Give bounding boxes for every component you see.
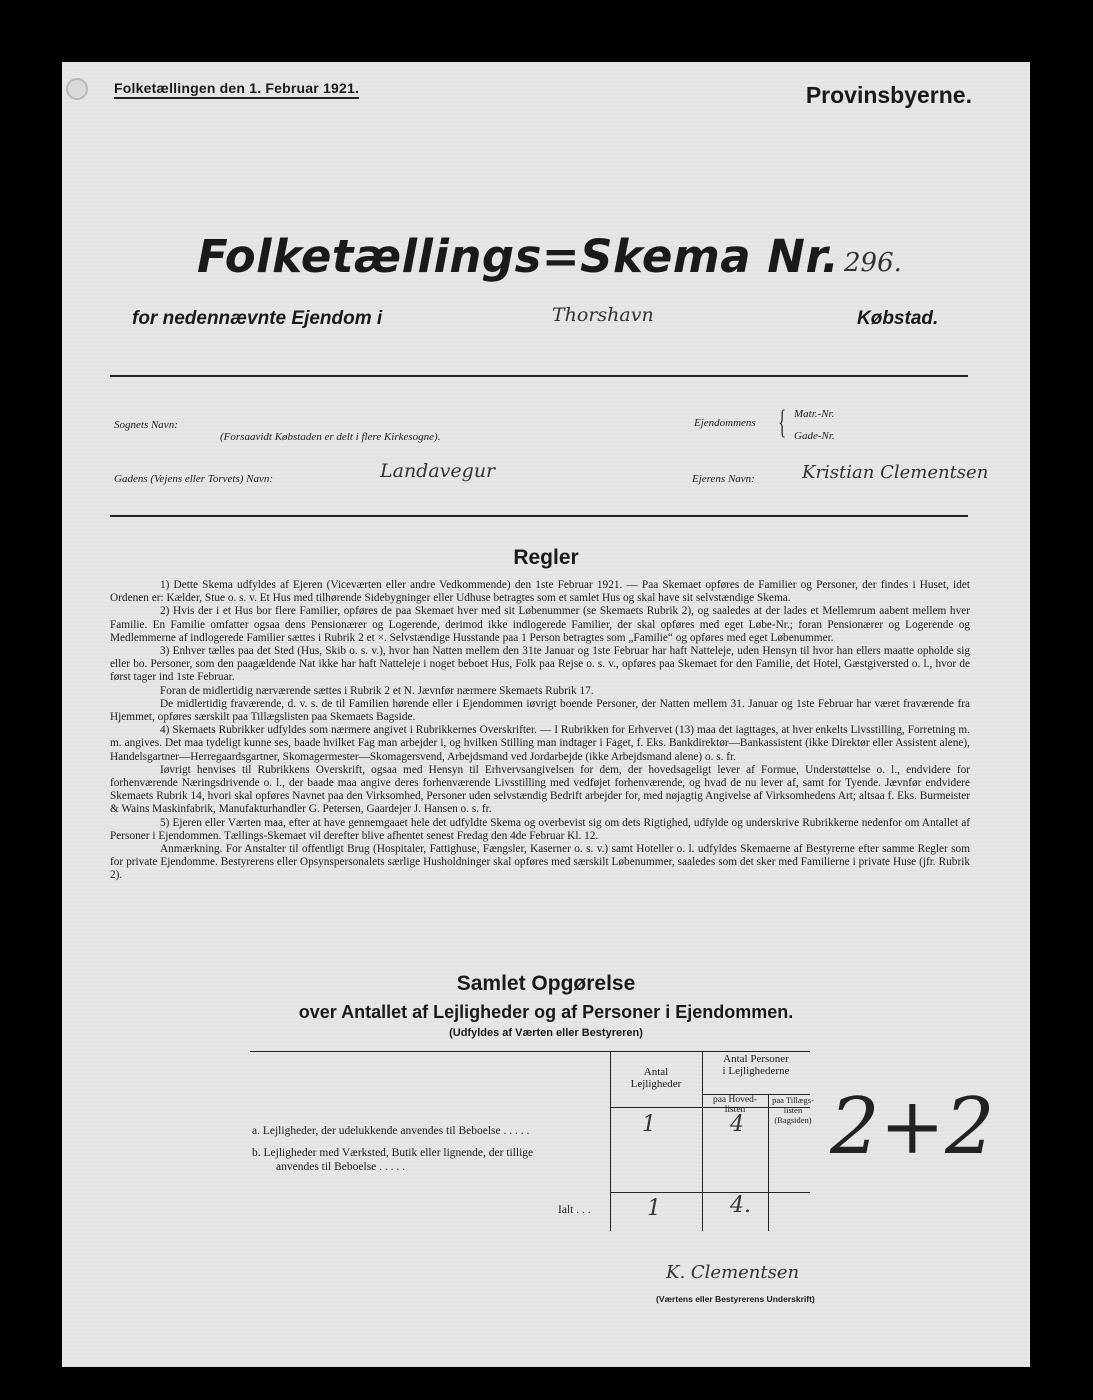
annotation: Anmærkning. For Anstalter til offentligt Brug (Hospitaler, Fattighuse, Fængsler, Kaserner o. s. v.) samt Hoteller o. l. udfyldes Skemaerne af Bestyrerne efter samme Regler som for private Ejendomme. Bestyrerens eller Opsynspersonalets særlige Husholdninger skal opføres med særskilt Løbenummer, saaledes som det sker med Familierne i private Huse (jfr. Rubrik 2). xyxy=(110,843,970,882)
handwritten-owner: Kristian Clementsen xyxy=(802,462,989,483)
total-persons: 4. xyxy=(730,1193,751,1218)
col-header-main-list: paa Hoved- listen xyxy=(712,1095,758,1115)
divider xyxy=(110,515,968,517)
row-b-line1: b. Lejligheder med Værksted, Butik eller lignende, der tillige xyxy=(252,1147,534,1159)
table-border xyxy=(702,1051,703,1231)
rule-2: 2) Hvis der i et Hus bor flere Familier, opføres de paa Skemaet hver med sit Løbenummer (se Skemaets Rubrik 2), og saaledes at der lades et Mellemrum aabent mellem hver Familie. En Familie omfatter ogsaa dens Pensionærer og Logerende, derimod ikke indlogerede Familier, der skal opføres med eget Løbe-Nr.; foran Pensionærer og Logerende og Medlemmerne af indlogerede Familier sættes i Rubrik 2 et ×. Selvstændige Husstande paa 1 Person betragtes som „Familie“ og opføres med eget Løbenummer. xyxy=(110,605,970,644)
sogn-label: Sognets Navn: xyxy=(114,419,178,431)
census-form xyxy=(62,62,1030,1367)
gade-label: Gade-Nr. xyxy=(794,430,835,442)
row-b-label xyxy=(252,1146,612,1174)
ejer-label: Ejerens Navn: xyxy=(692,473,755,485)
total-apartments: 1 xyxy=(647,1196,661,1221)
matr-label: Matr.-Nr. xyxy=(794,408,835,420)
handwritten-street: Landavegur xyxy=(380,460,496,482)
row-b-line2: anvendes til Beboelse . . . . . xyxy=(276,1161,406,1173)
form-title: Folketællings=Skema Nr. xyxy=(197,230,840,283)
punch-hole xyxy=(66,78,88,100)
handwritten-form-number: 296. xyxy=(844,248,902,278)
rules-heading: Regler xyxy=(513,546,579,569)
col-header-apartments: Antal Lejligheder xyxy=(630,1066,682,1090)
sogn-note: (Forsaavidt Købstaden er delt i flere Kirkesogne). xyxy=(220,431,441,443)
gadens-label: Gadens (Vejens eller Torvets) Navn: xyxy=(114,473,274,485)
handwritten-town: Thorshavn xyxy=(552,304,654,326)
rule-3c: De midlertidig fraværende, d. v. s. de til Familien hørende eller i Ejendommen iøvrigt boende Personer, der Natten mellem 31. Januar og 1ste Februar har været fraværende fra Hjemmet, opføres særskilt paa Tillægslisten paa Skemaets Bagside. xyxy=(110,697,970,724)
signature-caption: (Værtens eller Bestyrerens Underskrift) xyxy=(656,1294,815,1304)
rule-3: 3) Enhver tælles paa det Sted (Hus, Skib o. s. v.), hvor han Natten mellem den 31te Januar og 1ste Februar har haft Natteleje, uden Hensyn til hvor han ellers maatte opholde sig eller bo. Personer, som den paagældende Nat ikke har haft Natteleje i noget beboet Hus, Folk paa Rejse o. s. v., opføres paa Skemaet for den Familie, det Hotel, Gæstgiversted o. l., hvor de først tager ind 1ste Februar. xyxy=(110,645,970,684)
subtitle-left: for nedennævnte Ejendom i xyxy=(132,308,383,329)
brace-icon: { xyxy=(778,404,787,441)
subtitle-right: Købstad. xyxy=(857,308,939,329)
divider xyxy=(110,375,968,377)
table-border xyxy=(250,1051,810,1052)
row-a-persons: 4 xyxy=(730,1112,744,1137)
row-a-apartments: 1 xyxy=(642,1112,656,1137)
col-header-supplement: paa Tillægs- listen (Bagsiden) xyxy=(772,1095,814,1125)
rules-text xyxy=(110,579,970,883)
census-label: Folketællingen den 1. Februar 1921. xyxy=(114,80,359,99)
summary-note: (Udfyldes af Værten eller Bestyreren) xyxy=(449,1027,643,1039)
rule-5: 5) Ejeren eller Værten maa, efter at have gennemgaaet hele det udfyldte Skema og overbevist sig om dets Rigtighed, udfylde og underskrive Rubrikkerne nedenfor om Antallet af Personer i Ejendommen. Tællings-Skemaet vil derefter blive afhentet senest Fredag den 4de Februar Kl. 12. xyxy=(110,816,970,842)
rule-3b: Foran de midlertidig nærværende sættes i Rubrik 2 et N. Jævnfør nærmere Skemaets Rubrik 17. xyxy=(160,684,594,697)
rule-4: 4) Skemaets Rubrikker udfyldes som nærmere angivet i Rubrikkernes Overskrifter. — I Rubrikken for Erhvervet (13) maa det iagttages, at hver enkelts Livsstilling, Forretning m. m. angives. Det maa tydeligt kunne ses, baade hvilket Fag man arbejder i, og hvilken Stilling man indtager i Faget, f. Eks. Bankdirektør—Bankassistent (ikke Direktør eller Assistent alene), Handelsgartner—Herregaardsgartner, Skomagermester—Skomagersvend, Arbejdsmand ved Jordarbejde (ikke Arbejdsmand alene) o. s. fr. xyxy=(110,724,970,763)
rule-4b: Iøvrigt henvises til Rubrikkens Overskrift, ogsaa med Hensyn til Erhvervsangivelsen for dem, der hovedsageligt lever af Formue, Understøttelse o. l., endvidere for forhenværende Næringsdrivende o. l., der baade maa angive deres forhenværende Livsstilling med vedføjet forhenværende, og hvad de nu lever af, samt for Tyende. Jævnfør endvidere Skemaets Rubrik 14, hvori skal opføres Navnet paa den Virksomhed, Personer uden selvstændig Bedrift arbejder for, med nøjagtig Angivelse af Virksomhedens Art; altsaa f. Eks. Burmeister & Wains Maskinfabrik, Manufakturhandler G. Petersen, Gaardejer J. Hansen o. s. fr. xyxy=(110,763,970,816)
summary-heading: Samlet Opgørelse xyxy=(456,972,636,995)
col-header-persons: Antal Personer i Lejlighederne xyxy=(722,1053,790,1077)
ejendom-label: Ejendommens xyxy=(694,417,756,429)
summary-subheading: over Antallet af Lejligheder og af Personer i Ejendommen. xyxy=(298,1002,794,1022)
margin-note: 2+2 xyxy=(830,1082,995,1172)
owner-signature: K. Clementsen xyxy=(666,1262,800,1283)
region-label: Provinsbyerne. xyxy=(805,82,972,108)
row-a-label: a. Lejligheder, der udelukkende anvendes til Beboelse . . . . . xyxy=(252,1125,530,1137)
total-label: Ialt . . . xyxy=(558,1204,591,1216)
table-border xyxy=(610,1192,810,1193)
rule-1: 1) Dette Skema udfyldes af Ejeren (Viceværten eller andre Vedkommende) den 1ste Februar 1921. — Paa Skemaet opføres de Familier og Personer, der findes i Huset, idet Ordenen er: Kælder, Stue o. s. v. Et Hus med tilhørende Sidebygninger eller Udhuse betragtes som et samlet Hus og skal have sit selvstændige Skema. xyxy=(110,579,970,605)
